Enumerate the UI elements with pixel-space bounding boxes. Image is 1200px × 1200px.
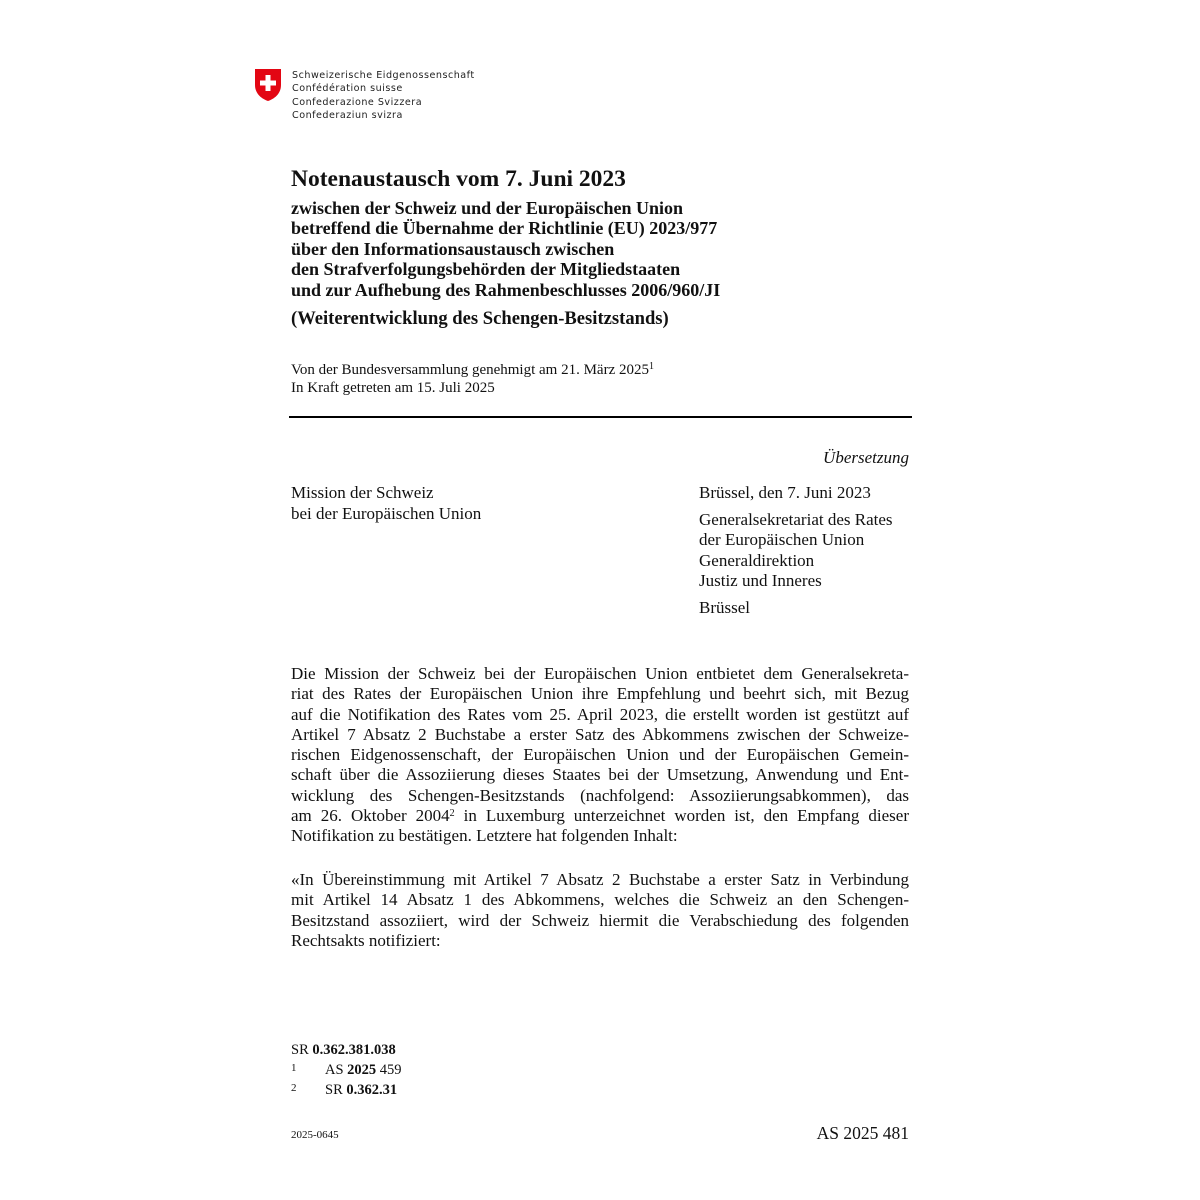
subtitle-line: über den Informationsaustausch zwischen	[291, 238, 615, 259]
in-force-line: In Kraft getreten am 15. Juli 2025	[291, 379, 495, 396]
paragraph-line: «In Übereinstimmung mit Artikel 7 Absatz 2 Buchstabe a erster Satz in Verbindung	[291, 870, 909, 889]
footnote-number: 2	[291, 1082, 297, 1094]
subtitle-line: den Strafverfolgungsbehörden der Mitgliedstaaten	[291, 259, 681, 280]
as-reference: AS 2025 481	[816, 1123, 909, 1143]
footnote-bold: 0.362.31	[346, 1082, 398, 1098]
sr-number: 0.362.381.038	[312, 1042, 396, 1058]
swiss-cross-shield-icon	[253, 68, 283, 102]
paragraph-line: auf die Notifikation des Rates vom 25. April 2023, die erstellt worden ist gestützt auf	[291, 704, 909, 724]
footnote-item	[291, 1059, 402, 1079]
sender-line: Mission der Schweiz	[291, 483, 434, 502]
document-subtitle	[291, 198, 720, 300]
footnote-prefix: SR	[325, 1082, 343, 1098]
paragraph-line: rischen Eidgenossenschaft, der Europäischen Union und der Europäischen Gemein-	[291, 745, 909, 765]
approval-line	[291, 362, 654, 380]
body-paragraph-1	[291, 664, 909, 847]
approved-text: Von der Bundesversammlung genehmigt am 21. März 2025	[291, 362, 649, 378]
footnote-bold: 2025	[347, 1062, 377, 1078]
subtitle-line: betreffend die Übernahme der Richtlinie (EU) 2023/977	[291, 218, 718, 239]
confederation-name-fr: Confédération suisse	[292, 83, 403, 95]
sender-address	[291, 483, 481, 525]
paragraph-line: riat des Rates der Europäischen Union ihre Empfehlung und beehrt sich, mit Bezug	[291, 684, 909, 704]
line-text: am 26. Oktober 2004	[291, 806, 450, 826]
line-text: in Luxemburg unterzeichnet worden ist, den Empfang dieser	[454, 806, 909, 826]
translation-label: Übersetzung	[823, 448, 909, 467]
paragraph-line: schaft über die Assoziierung dieses Staates bei der Umsetzung, Anwendung und Ent-	[291, 765, 909, 785]
confederation-name-rm: Confederaziun svizra	[292, 110, 403, 122]
document-title: Notenaustausch vom 7. Juni 2023	[291, 166, 626, 192]
paragraph-line: Besitzstand assoziiert, wird der Schweiz hiermit die Verabschiedung des folgenden	[291, 910, 909, 930]
paragraph-line: wicklung des Schengen-Besitzstands (nachfolgend: Assoziierungsabkommen), das	[291, 785, 909, 805]
paragraph-line: Notifikation zu bestätigen. Letztere hat folgenden Inhalt:	[291, 826, 678, 846]
paragraph-line-with-footnote	[291, 806, 909, 826]
confederation-name-it: Confederazione Svizzera	[292, 96, 423, 108]
recipient-line: Justiz und Inneres	[699, 571, 822, 590]
footnote-item	[291, 1079, 402, 1099]
recipient-line: Generalsekretariat des Rates	[699, 509, 893, 529]
paragraph-line: Artikel 7 Absatz 2 Buchstabe a erster Satz des Abkommens zwischen der Schweize-	[291, 724, 909, 744]
subtitle-note: (Weiterentwicklung des Schengen-Besitzstands)	[291, 308, 669, 329]
recipient-address	[699, 483, 893, 618]
confederation-name-de: Schweizerische Eidgenossenschaft	[292, 70, 475, 81]
confederation-names	[292, 69, 475, 123]
recipient-line: Generaldirektion	[699, 550, 815, 570]
footnote-ref: 1	[649, 361, 654, 372]
sr-number-line	[291, 1041, 402, 1059]
subtitle-line: zwischen der Schweiz und der Europäischen Union	[291, 198, 684, 218]
paragraph-line: mit Artikel 14 Absatz 1 des Abkommens, welches die Schweiz an den Schengen-	[291, 890, 909, 910]
approval-info	[291, 362, 654, 397]
paragraph-line: Rechtsakts notifiziert:	[291, 930, 441, 950]
footnote-suffix: 459	[379, 1062, 402, 1078]
recipient-line: der Europäischen Union	[699, 530, 865, 549]
horizontal-divider	[289, 416, 912, 418]
footnote-prefix: AS	[325, 1062, 344, 1078]
recipient-city: Brüssel	[699, 597, 750, 617]
sr-prefix: SR	[291, 1042, 309, 1058]
body-paragraph-2	[291, 870, 909, 951]
footnote-ref: 2	[449, 808, 455, 820]
place-date: Brüssel, den 7. Juni 2023	[699, 483, 871, 502]
sender-line: bei der Europäischen Union	[291, 503, 482, 523]
paragraph-line: Die Mission der Schweiz bei der Europäischen Union entbietet dem Generalsekreta-	[291, 664, 909, 683]
footnote-number: 1	[291, 1062, 297, 1074]
footnotes	[291, 1041, 402, 1099]
subtitle-line: und zur Aufhebung des Rahmenbeschlusses 2006/960/JI	[291, 279, 721, 300]
document-id: 2025-0645	[291, 1129, 339, 1141]
